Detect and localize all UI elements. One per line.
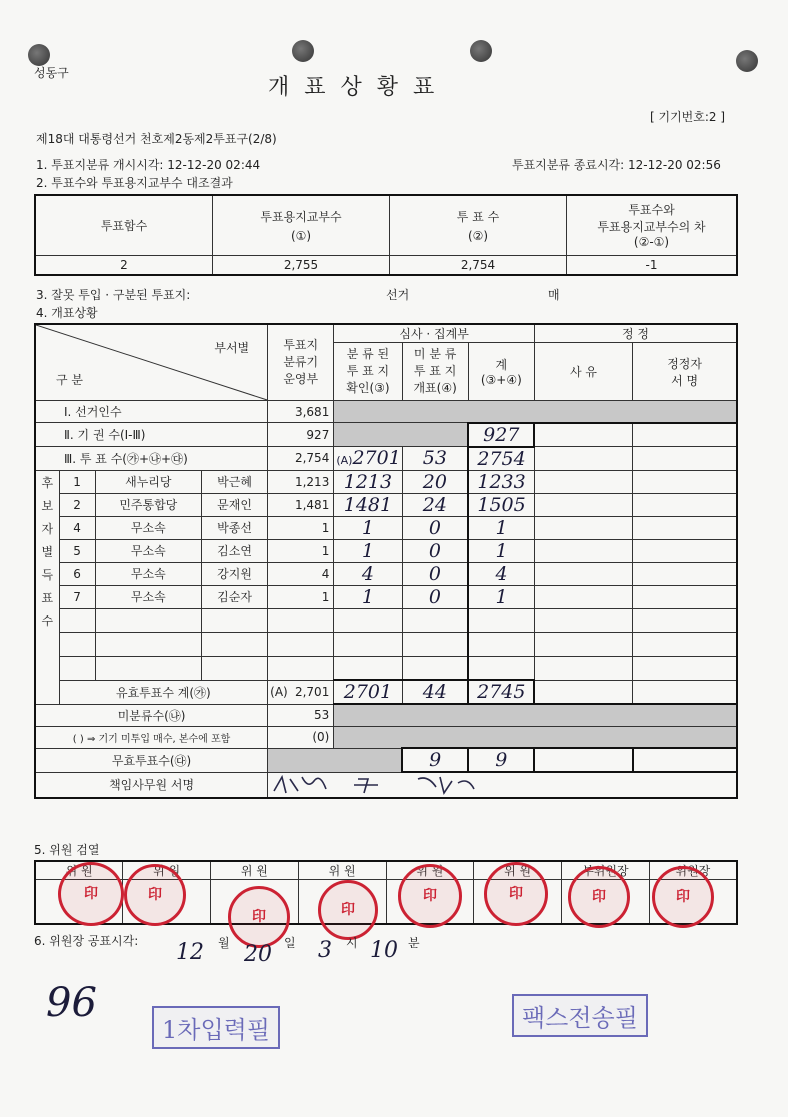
row-votes-classified-value: 2701 <box>352 447 401 470</box>
candidate-sum: 1233 <box>468 470 534 493</box>
header-unclassified-2: 투 표 지 <box>413 364 457 378</box>
counting-table <box>34 323 738 799</box>
value-votes: 2,754 <box>390 255 567 275</box>
header-machine-1: 투표지 <box>283 338 319 352</box>
empty-cell <box>334 632 402 656</box>
role-member: 위 원 <box>474 861 562 880</box>
section-4-title: 4. 개표상황 <box>36 306 98 320</box>
role-chair: 위원장 <box>649 861 737 880</box>
candidate-classified: 1 <box>334 539 402 562</box>
row-votes-unclassified: 53 <box>402 447 468 471</box>
candidate-party: 무소속 <box>95 539 201 562</box>
empty-cell <box>534 539 632 562</box>
empty-cell <box>534 423 632 447</box>
candidate-unclassified: 0 <box>402 585 468 608</box>
diagonal-line <box>36 325 267 400</box>
candidate-unclassified: 0 <box>402 539 468 562</box>
row-invalid-sum: 9 <box>468 748 534 772</box>
seal-icon: 印 <box>398 864 462 928</box>
candidate-sum: 1 <box>468 585 534 608</box>
input-done-stamp: 1차입력필 <box>152 1006 280 1049</box>
side-char: 자 <box>41 521 54 536</box>
empty-cell <box>59 632 95 656</box>
section-2-title: 2. 투표수와 투표용지교부수 대조결과 <box>36 176 233 190</box>
role-member: 위 원 <box>386 861 474 880</box>
candidate-name: 김소연 <box>201 539 267 562</box>
empty-cell <box>95 608 201 632</box>
empty-cell <box>468 632 534 656</box>
value-issued: 2,755 <box>213 255 390 275</box>
candidate-sum: 1 <box>468 539 534 562</box>
announce-hour-unit: 시 <box>346 936 358 950</box>
punch-hole-icon <box>736 50 758 72</box>
col-votes <box>390 195 567 255</box>
header-signer-1: 정정자 <box>667 356 702 371</box>
empty-cell <box>534 608 632 632</box>
empty-cell <box>534 748 632 772</box>
header-classified-1: 분 류 된 <box>346 347 390 361</box>
col-diff-label-2: 투표용지교부수의 차 <box>597 220 706 235</box>
empty-cell <box>633 608 737 632</box>
announce-day-value: 20 <box>244 942 272 967</box>
col-issued-label: 투표용지교부수 <box>260 209 342 224</box>
row-abstain-label: Ⅱ. 기 권 수(Ⅰ-Ⅲ) <box>35 423 268 447</box>
seal-icon: 印 <box>484 862 548 926</box>
seal-icon: 印 <box>568 866 630 928</box>
role-member: 위 원 <box>211 861 299 880</box>
header-unclassified-1: 미 분 류 <box>413 347 457 361</box>
row-votes-value: 2,754 <box>268 447 334 471</box>
candidate-number: 2 <box>59 493 95 516</box>
header-reason: 사 유 <box>534 343 632 401</box>
row-invalid-unclassified: 9 <box>402 748 468 772</box>
announce-minute-unit: 분 <box>408 936 420 950</box>
empty-cell <box>59 656 95 680</box>
empty-cell <box>633 493 737 516</box>
header-machine-2: 분류기 <box>283 355 319 369</box>
empty-cell <box>534 447 632 471</box>
col-diff-mark: (②-①) <box>633 235 670 250</box>
empty-cell <box>334 608 402 632</box>
role-member: 위 원 <box>123 861 211 880</box>
value-difference: -1 <box>567 255 738 275</box>
empty-cell <box>201 632 267 656</box>
header-correction: 정 정 <box>534 324 737 343</box>
empty-cell <box>95 656 201 680</box>
col-difference <box>567 195 738 255</box>
row-sign-signatures <box>268 772 737 798</box>
candidate-name: 강지원 <box>201 562 267 585</box>
candidate-number: 5 <box>59 539 95 562</box>
row-valid-classified: 2701 <box>334 680 402 704</box>
announce-month-value: 12 <box>176 940 204 965</box>
seal-icon: 印 <box>652 866 714 928</box>
candidate-unclassified: 0 <box>402 562 468 585</box>
row-valid-value <box>268 680 334 704</box>
row-sign-label: 책임사무원 서명 <box>35 772 268 798</box>
section-5-title: 5. 위원 검열 <box>34 843 100 857</box>
section-3-title: 3. 잘못 투입 · 구분된 투표지: <box>36 288 191 302</box>
empty-cell <box>402 656 468 680</box>
election-name: 제18대 대통령선거 천호제2동제2투표구(2/8) <box>36 132 277 146</box>
candidate-party: 무소속 <box>95 585 201 608</box>
col-issued <box>213 195 390 255</box>
candidate-machine-votes: 4 <box>268 562 334 585</box>
row-votes-label: Ⅲ. 투 표 수(㉮+㉯+㉰) <box>35 447 268 471</box>
candidate-number: 6 <box>59 562 95 585</box>
empty-cell <box>268 632 334 656</box>
empty-cell <box>633 539 737 562</box>
candidate-number: 4 <box>59 516 95 539</box>
side-char: 수 <box>41 613 54 628</box>
empty-cell <box>633 632 737 656</box>
empty-cell <box>402 632 468 656</box>
side-char: 후 <box>41 475 54 490</box>
candidate-name: 박종선 <box>201 516 267 539</box>
row-unclassified-value: 53 <box>268 704 334 726</box>
empty-cell <box>633 423 737 447</box>
header-classified-3: 확인(③) <box>346 381 390 395</box>
row-abstain-handwritten: 927 <box>468 423 534 447</box>
empty-cell <box>633 680 737 704</box>
punch-hole-icon <box>28 44 50 66</box>
header-machine-3: 운영부 <box>283 372 319 386</box>
announce-day-unit: 일 <box>284 936 296 950</box>
empty-cell <box>534 656 632 680</box>
row-electors-value: 3,681 <box>268 401 334 423</box>
machine-number: [ 기기번호:2 ] <box>650 110 726 124</box>
side-char: 보 <box>41 498 54 513</box>
page-title: 개 표 상 황 표 <box>268 75 439 100</box>
gray-cell <box>268 748 402 772</box>
row-valid-unclassified: 44 <box>402 680 468 704</box>
empty-cell <box>468 656 534 680</box>
gray-cell <box>334 726 737 748</box>
empty-cell <box>468 608 534 632</box>
row-valid-number: 2,701 <box>294 685 330 699</box>
candidate-unclassified: 20 <box>402 470 468 493</box>
section-6-title: 6. 위원장 공표시각: <box>34 934 139 948</box>
empty-cell <box>534 585 632 608</box>
candidate-classified: 1481 <box>334 493 402 516</box>
candidate-party: 무소속 <box>95 516 201 539</box>
candidate-machine-votes: 1 <box>268 516 334 539</box>
header-review: 심사 · 집계부 <box>334 324 535 343</box>
row-votes-sum: 2754 <box>468 447 534 471</box>
candidate-name: 김순자 <box>201 585 267 608</box>
empty-cell <box>201 608 267 632</box>
header-category: 구 분 <box>56 373 83 387</box>
candidate-machine-votes: 1,481 <box>268 493 334 516</box>
empty-cell <box>633 562 737 585</box>
empty-cell <box>534 562 632 585</box>
side-char: 별 <box>41 544 54 559</box>
announce-month-unit: 월 <box>218 936 230 950</box>
gray-cell <box>334 423 468 447</box>
candidate-unclassified: 0 <box>402 516 468 539</box>
candidate-classified: 1 <box>334 516 402 539</box>
seal-icon: 印 <box>318 880 378 940</box>
header-classified <box>334 343 402 401</box>
row-votes-prefix: (A) <box>336 454 353 468</box>
col-issued-mark: (①) <box>290 228 312 243</box>
candidate-sum: 1 <box>468 516 534 539</box>
side-char: 표 <box>41 590 54 605</box>
role-vice-chair: 부위원장 <box>562 861 650 880</box>
empty-cell <box>633 656 737 680</box>
candidate-classified: 1213 <box>334 470 402 493</box>
col-ballot-boxes: 투표함수 <box>35 195 213 255</box>
col-votes-mark: (②) <box>467 228 489 243</box>
empty-cell <box>633 585 737 608</box>
side-char: 득 <box>41 567 54 582</box>
fax-sent-stamp: 팩스전송필 <box>512 994 648 1037</box>
header-classified-2: 투 표 지 <box>346 364 390 378</box>
header-sum-2: (③+④) <box>480 373 522 387</box>
empty-cell <box>633 748 737 772</box>
empty-cell <box>268 608 334 632</box>
sort-start-time: 1. 투표지분류 개시시각: 12-12-20 02:44 <box>36 158 261 172</box>
row-abstain-value: 927 <box>268 423 334 447</box>
announce-minute-value: 10 <box>370 938 398 963</box>
col-votes-label: 투 표 수 <box>456 209 500 224</box>
candidate-number: 7 <box>59 585 95 608</box>
comparison-table <box>34 194 738 276</box>
row-valid-sum: 2745 <box>468 680 534 704</box>
candidate-sum: 4 <box>468 562 534 585</box>
empty-cell <box>633 447 737 471</box>
gray-cell <box>334 704 737 726</box>
empty-cell <box>201 656 267 680</box>
role-member: 위 원 <box>298 861 386 880</box>
gray-cell <box>334 401 737 423</box>
row-unclassified-label: 미분류수(㉯) <box>35 704 268 726</box>
header-diagonal-cell <box>35 324 268 401</box>
seal-icon: 印 <box>228 886 290 948</box>
section-3-election: 선거 <box>386 288 410 302</box>
empty-cell <box>334 656 402 680</box>
header-unclassified-3: 개표(④) <box>413 381 457 395</box>
candidate-party: 무소속 <box>95 562 201 585</box>
sort-end-time: 투표지분류 종료시각: 12-12-20 02:56 <box>512 158 721 172</box>
row-votes-classified <box>334 447 402 471</box>
candidate-machine-votes: 1,213 <box>268 470 334 493</box>
col-diff-label-1: 투표수와 <box>628 203 675 218</box>
row-note-value: (0) <box>268 726 334 748</box>
empty-cell <box>534 470 632 493</box>
punch-hole-icon <box>470 40 492 62</box>
empty-cell <box>534 680 632 704</box>
empty-cell <box>95 632 201 656</box>
side-label <box>35 470 59 704</box>
row-valid-label: 유효투표수 계(㉮) <box>59 680 268 704</box>
section-3-unit: 매 <box>548 288 560 302</box>
empty-cell <box>633 470 737 493</box>
signature-icon <box>268 773 568 797</box>
header-machine <box>268 324 334 401</box>
header-department: 부서별 <box>214 341 250 355</box>
candidate-classified: 1 <box>334 585 402 608</box>
row-valid-prefix: (A) <box>270 685 288 699</box>
header-unclassified <box>402 343 468 401</box>
candidate-name: 박근혜 <box>201 470 267 493</box>
candidate-classified: 4 <box>334 562 402 585</box>
seal-icon: 印 <box>124 864 186 926</box>
empty-cell <box>534 493 632 516</box>
header-signer <box>633 343 737 401</box>
candidate-party: 민주통합당 <box>95 493 201 516</box>
empty-cell <box>268 656 334 680</box>
row-invalid-label: 무효투표수(㉰) <box>35 748 268 772</box>
district-label: 성동구 <box>34 66 69 80</box>
announce-hour-value: 3 <box>318 938 332 963</box>
header-sum <box>468 343 534 401</box>
row-electors-label: Ⅰ. 선거인수 <box>35 401 268 423</box>
candidate-number: 1 <box>59 470 95 493</box>
page-number-handwritten: 96 <box>46 980 97 1026</box>
value-ballot-boxes: 2 <box>35 255 213 275</box>
seal-icon: 印 <box>58 862 124 926</box>
candidate-unclassified: 24 <box>402 493 468 516</box>
empty-cell <box>534 516 632 539</box>
empty-cell <box>633 516 737 539</box>
punch-hole-icon <box>292 40 314 62</box>
role-member: 위 원 <box>35 861 123 880</box>
empty-cell <box>402 608 468 632</box>
candidate-machine-votes: 1 <box>268 585 334 608</box>
header-signer-2: 서 명 <box>671 373 699 388</box>
candidate-sum: 1505 <box>468 493 534 516</box>
header-sum-1: 계 <box>495 358 508 372</box>
candidate-party: 새누리당 <box>95 470 201 493</box>
candidate-machine-votes: 1 <box>268 539 334 562</box>
empty-cell <box>59 608 95 632</box>
empty-cell <box>534 632 632 656</box>
candidate-name: 문재인 <box>201 493 267 516</box>
row-note-label: ( ) ⇒ 기기 미투입 매수, 본수에 포함 <box>35 726 268 748</box>
